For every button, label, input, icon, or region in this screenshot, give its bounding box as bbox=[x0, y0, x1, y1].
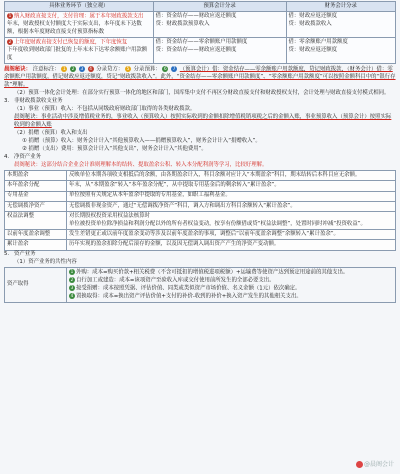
table-row bbox=[5, 268, 396, 303]
header-financial: 财务会计分录 bbox=[286, 2, 395, 12]
weibo-logo-icon bbox=[356, 461, 363, 468]
table-row bbox=[5, 191, 396, 201]
row-value: 发生差错更正或以前年度盈余变动等涉及以前年度盈余的事项，调整后“以前年度盈余调整”余额转入“累计盈余”。 bbox=[67, 230, 396, 240]
row-key: 以前年度盈余调整 bbox=[5, 230, 67, 240]
section-number: 4. bbox=[4, 154, 10, 160]
cell-text: 纳入财政直接支付，支付管理：属于本年财政拨款支出 bbox=[14, 13, 144, 20]
sec5-sub: （1）资产业务的共性内容 bbox=[14, 259, 77, 266]
entries-table bbox=[4, 1, 396, 64]
list-item bbox=[69, 269, 393, 277]
tip-body: 晨阁秘诀：事业活动中涉及增值税业务的，事业收入（预算收入）按照实际收到的金额扣除增值税销项税之后的金额入账，事业预算收入（预算会计）按照实际收到的金额入账 bbox=[14, 114, 392, 128]
row-key: 本年盈余分配 bbox=[5, 181, 67, 191]
table-row bbox=[5, 12, 396, 38]
tip-text: 注意标注： bbox=[32, 66, 60, 73]
row-value bbox=[67, 268, 396, 303]
asset-table bbox=[4, 267, 396, 303]
sec3-s1b bbox=[4, 114, 396, 129]
sec3-s2a: ① 捐赠（预算）收入：财务会计计入“其他预算收入——捐赠预算收入”，财务会计计入“捐赠收入”。 bbox=[22, 137, 261, 144]
table-row bbox=[5, 38, 396, 64]
cell-financial: 借：财政应返还额度 贷：财政拨款收入 bbox=[286, 12, 395, 38]
row-value: 反映单位本期各项收支相抵后的余额，由各期盈余计入，科目余额对应计入“本期盈余”科目，期末结转后本科目应无余额。 bbox=[67, 171, 396, 181]
tip-label: 晨阁秘诀： bbox=[4, 66, 31, 73]
watermark-text: @晨阁会计 bbox=[363, 461, 394, 469]
sec3-s2: （2）捐赠（预算）收入和支出 bbox=[14, 129, 88, 136]
marker-1-icon: 1 bbox=[63, 65, 66, 71]
table-row bbox=[5, 201, 396, 211]
row-key: 累计盈余 bbox=[5, 240, 67, 250]
row-key: 无偿调拨净资产 bbox=[5, 201, 67, 211]
section-3-heading bbox=[4, 98, 396, 106]
section-number: 3. bbox=[4, 97, 10, 104]
list-item bbox=[69, 277, 393, 285]
section-title: 净资产业务 bbox=[14, 154, 41, 160]
num-1-icon: 1 bbox=[8, 13, 12, 19]
row-key: 专用基金 bbox=[5, 191, 67, 201]
sec4-intro bbox=[4, 162, 396, 170]
section-5-heading bbox=[4, 251, 396, 259]
marker-3-icon: 3 bbox=[80, 65, 84, 71]
table-row bbox=[5, 240, 396, 250]
item-2-paragraph: （2）预算一体化会计处理：在部分实行预算一体化的地区和部门，国库集中支付不再区分财政直接支付和财政授权支付，会计处理与财政直接支付模式相同。 bbox=[14, 89, 390, 96]
num-2-icon: 2 bbox=[8, 39, 12, 45]
row-value: 历年实现的盈余扣除分配后滚存的金额，以及因无偿调入调出资产产生的净资产变动额。 bbox=[67, 240, 396, 250]
cell-financial: 借：零余额账户用款额度 贷：财政应返还额度 bbox=[286, 38, 395, 64]
marker-5-icon: 5 bbox=[126, 65, 130, 71]
header-budget: 预算会计分录 bbox=[153, 2, 286, 12]
row-value: 对长期股权投资采用权益法核算时 单位被投资单位除净损益和利润分配以外的所有者权益变动，按享有份额借或贷“权益法调整”，处置时同时冲减“投资收益”。 bbox=[67, 212, 396, 230]
row-key: 本期盈余 bbox=[5, 171, 67, 181]
item-text: 自行加工或建造：成本=该项资产至验收入库或交付使用前所发生的全部必要支出。 bbox=[76, 277, 275, 284]
cell-budget: 借：资金结存——零余额账户用款额度 贷：资金结存——财政应返还额度 bbox=[153, 38, 286, 64]
row-value: 单位按照有关规定从本年盈余中提取的专用基金，如职工福利基金。 bbox=[67, 191, 396, 201]
section-4-heading bbox=[4, 154, 396, 162]
section-title: 非财政拨款收支业务 bbox=[14, 97, 63, 104]
tip-text: 分录贷方： bbox=[96, 66, 124, 73]
marker-2-icon: 2 bbox=[71, 65, 75, 71]
cell-budget: 借：资金结存——财政应返还额度 贷：财政拨款预算收入 bbox=[153, 12, 286, 38]
section-number: 5. bbox=[4, 251, 10, 258]
table-row bbox=[5, 212, 396, 230]
tip-paragraph bbox=[4, 66, 396, 90]
marker-6-icon: 6 bbox=[164, 65, 167, 71]
tip-text: 分录预算： bbox=[133, 66, 161, 73]
tip-body: 晨阁秘诀：这部分结合企业会计准则理解本的结转、提取盈余公积、转入本分配利润等学习，比较好理解。 bbox=[14, 162, 268, 169]
marker-7-icon: 7 bbox=[172, 65, 176, 71]
cell-text: 年末，财政授权支付额度大于实际支出，本年度未下达数额，根据本年度财政直接支付预算指标数 bbox=[7, 21, 142, 35]
list-item bbox=[69, 285, 393, 293]
cell-text: 下年度收到财政部门批复的上年末未下达零余额账户用款额度 bbox=[7, 47, 148, 62]
table-header bbox=[5, 2, 396, 12]
row-value: 无偿调拨非现金资产，通过“无偿调拨净资产”科目，调入方和调出方科目余额转入“累计盈余”。 bbox=[67, 201, 396, 211]
table-row bbox=[5, 181, 396, 191]
section-title: 资产业务 bbox=[14, 251, 36, 258]
bullet-4-icon: 4 bbox=[70, 293, 74, 299]
cell-business bbox=[5, 38, 154, 64]
watermark bbox=[356, 461, 394, 470]
item-text: 置换取得：成本=换出资产评估价值+支付的补价-收到的补价+换入资产发生的其他相关支出。 bbox=[76, 293, 302, 300]
cell-business bbox=[5, 12, 154, 38]
row-key: 资产取得 bbox=[5, 268, 67, 303]
row-value: 年末，从“本期盈余”转入“本年盈余分配”，从中提取专用基金后的剩余转入“累计盈余”。 bbox=[67, 181, 396, 191]
table-row bbox=[5, 171, 396, 181]
item-text: 接受捐赠：成本按照凭据、评估价值、同类或类似资产市场价值、名义金额（1元）依次确定。 bbox=[76, 285, 301, 292]
header-business: 具体业务环节（独立观） bbox=[5, 2, 154, 12]
marker-4-icon: 4 bbox=[89, 65, 92, 71]
sec3-s2b: ② 捐赠（支出）费用：预算会计计入“其他支出”，财务会计计入“其他费用”。 bbox=[22, 145, 207, 152]
cell-text: 上年度财政直接支付已恢复的额度，下年度恢复 bbox=[14, 39, 128, 46]
row-key: 权益法调整 bbox=[5, 212, 67, 230]
item-text: 外购：成本=购买价款+相关税费（不含可抵扣的增值税进项税额）+运输费等使资产达到预定用途前的其他支出。 bbox=[76, 269, 349, 276]
tip-body: （预算会计）借：资金结存——零余额账户用款额度，贷记财政拨款，（财务会计）借：零余额账户用款额度，借记财政应返还额度，贷记“财政拨款收入”。此外，“资金结存——零余额账户用款额度”、“零余额账户用款额度”可以按照金额科目中的“银行存款”理解。 bbox=[4, 66, 396, 88]
net-assets-table bbox=[4, 170, 396, 251]
bullet-1-icon: 1 bbox=[70, 268, 74, 274]
list-item bbox=[69, 293, 393, 301]
bullet-3-icon: 3 bbox=[70, 285, 74, 291]
table-row bbox=[5, 230, 396, 240]
bullet-2-icon: 2 bbox=[70, 277, 74, 283]
sec3-s1: （1）事业（预算）收入：不包括从同级政府财政部门取得的各类财政拨款。 bbox=[14, 106, 196, 113]
